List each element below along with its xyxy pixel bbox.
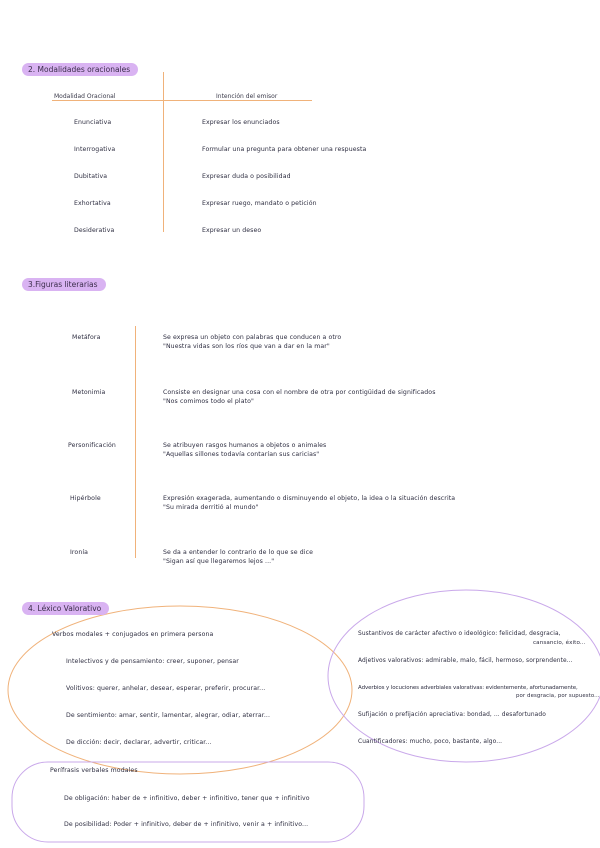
section2-term: Exhortativa xyxy=(74,200,111,207)
figure-term: Personificación xyxy=(68,442,116,449)
section2-term: Interrogativa xyxy=(74,146,116,153)
modal-verbs-line: Verbos modales + conjugados en primera persona xyxy=(52,631,214,638)
figure-term: Metonimia xyxy=(72,389,106,396)
section2-header-right: Intención del emisor xyxy=(216,93,278,100)
figure-term: Metáfora xyxy=(72,334,101,341)
periphrasis-line: De obligación: haber de + infinitivo, deber + infinitivo, tener que + infinitivo xyxy=(64,795,310,802)
figure-example: "Nuestra vidas son los ríos que van a dar en la mar" xyxy=(163,343,330,350)
modal-verbs-line: Volitivos: querer, anhelar, desear, esperar, preferir, procurar... xyxy=(66,685,266,692)
valorative-line: Adjetivos valorativos: admirable, malo, fácil, hermoso, sorprendente... xyxy=(358,658,573,664)
purple-ellipse xyxy=(328,590,600,762)
modal-verbs-line: De dicción: decir, declarar, advertir, criticar... xyxy=(66,739,212,746)
figure-example: "Sigan así que llegaremos lejos ..." xyxy=(163,558,275,565)
section2-desc: Expresar los enunciados xyxy=(202,119,280,126)
figure-desc: Expresión exagerada, aumentando o disminuyendo el objeto, la idea o la situación descrita xyxy=(163,495,456,502)
figure-example: "Aquellas sillones todavía contarían sus caricias" xyxy=(163,451,320,458)
figure-desc: Consiste en designar una cosa con el nombre de otra por contigüidad de significados xyxy=(163,389,436,396)
section3-column-divider xyxy=(135,326,136,558)
section2-title: 2. Modalidades oracionales xyxy=(22,63,138,76)
valorative-line: cansancio, éxito... xyxy=(533,640,586,646)
valorative-line: Sufijación o prefijación apreciativa: bondad, ... desafortunado xyxy=(358,712,546,718)
valorative-line: por desgracia, por supuesto... xyxy=(516,693,600,699)
valorative-line: Sustantivos de carácter afectivo o ideológico: felicidad, desgracia, xyxy=(358,631,561,637)
section4-title: 4. Léxico Valorativo xyxy=(22,602,109,615)
figure-term: Hipérbole xyxy=(70,495,101,502)
figure-desc: Se da a entender lo contrario de lo que se dice xyxy=(163,549,313,556)
section2-term: Enunciativa xyxy=(74,119,112,126)
section2-header-divider xyxy=(52,100,312,101)
periphrasis-title: Perífrasis verbales modales xyxy=(50,767,138,774)
valorative-line: Adverbios y locuciones adverbiales valorativas: evidentemente, afortunadamente, xyxy=(358,685,578,691)
modal-verbs-line: De sentimiento: amar, sentir, lamentar, alegrar, odiar, aterrar... xyxy=(66,712,271,719)
figure-desc: Se expresa un objeto con palabras que conducen a otro xyxy=(163,334,342,341)
modal-verbs-line: Intelectivos y de pensamiento: creer, suponer, pensar xyxy=(66,658,239,665)
section2-desc: Expresar un deseo xyxy=(202,227,262,234)
figure-desc: Se atribuyen rasgos humanos a objetos o animales xyxy=(163,442,327,449)
section2-desc: Formular una pregunta para obtener una respuesta xyxy=(202,146,367,153)
section3-title: 3.Figuras literarias xyxy=(22,278,106,291)
periphrasis-line: De posibilidad: Poder + infinitivo, deber de + infinitivo, venir a + infinitivo... xyxy=(64,821,309,828)
section2-desc: Expresar duda o posibilidad xyxy=(202,173,291,180)
section2-desc: Expresar ruego, mandato o petición xyxy=(202,200,317,207)
figure-example: "Nos comimos todo el plato" xyxy=(163,398,254,405)
figure-term: Ironía xyxy=(70,549,89,556)
valorative-line: Cuantificadores: mucho, poco, bastante, algo... xyxy=(358,739,503,745)
section2-header-left: Modalidad Oracional xyxy=(54,93,116,100)
section2-column-divider xyxy=(163,72,164,232)
figure-example: "Su mirada derritió al mundo" xyxy=(163,504,259,511)
section2-term: Desiderativa xyxy=(74,227,115,234)
section2-term: Dubitativa xyxy=(74,173,108,180)
